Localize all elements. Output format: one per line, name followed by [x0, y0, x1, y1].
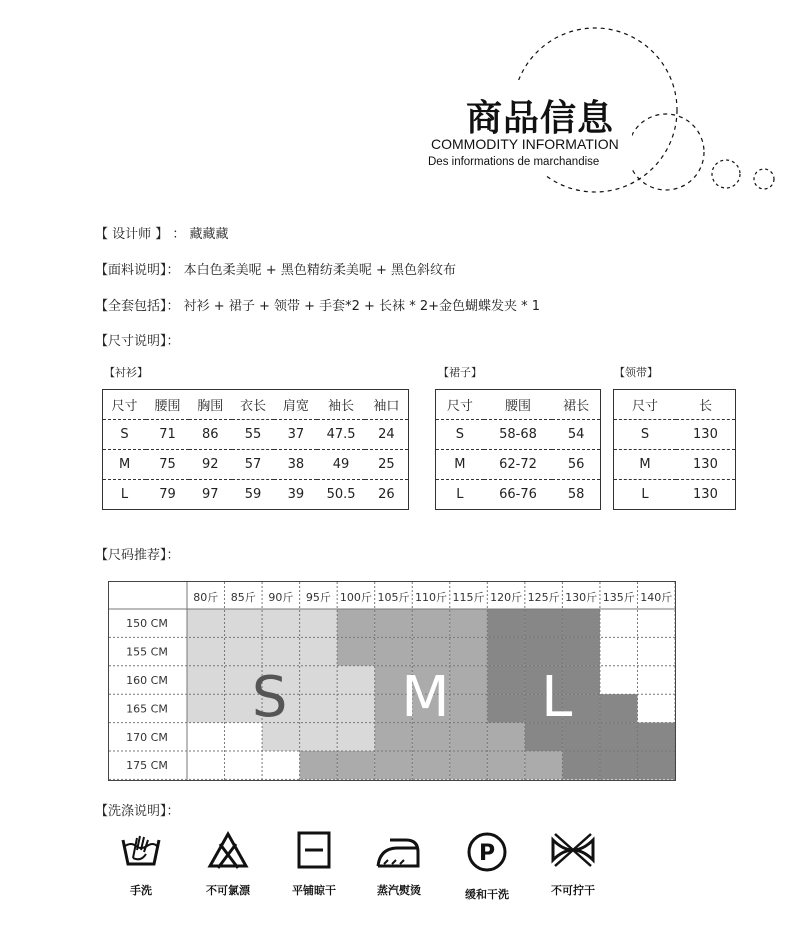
header-cell: 腰围 — [146, 390, 189, 420]
height-label: 155 CM — [126, 645, 168, 659]
table-cell: 58 — [567, 487, 585, 502]
shirt-label: 【衬衫】 — [104, 366, 148, 379]
fabric-label: 【面料说明】： — [95, 263, 180, 278]
header-cell: 袖长 — [317, 390, 365, 420]
hand-wash-icon — [119, 830, 163, 870]
table-cell: 25 — [365, 450, 409, 480]
table-cell: 79 — [159, 487, 176, 502]
care-item — [457, 830, 517, 902]
designer-line — [95, 223, 229, 242]
size-cell-s — [225, 637, 263, 665]
set-value: 衬衫 + 裙子 + 领带 + 手套*2 + 长袜 * 2+金色蝴蝶发夹 * 1 — [183, 299, 541, 314]
table-cell: 24 — [365, 420, 409, 450]
table-row — [103, 450, 409, 480]
fabric-line — [95, 259, 456, 278]
care-label: 平铺晾干 — [292, 884, 336, 897]
header-cell: 袖口 — [365, 390, 409, 420]
table-cell: 57 — [232, 450, 275, 480]
care-label: 不可氯漂 — [206, 884, 250, 897]
recommend-heading: 【尺码推荐】： — [95, 548, 180, 563]
dry-flat-icon — [292, 830, 336, 870]
weight-label: 120斤 — [490, 591, 523, 604]
size-cell-m — [337, 609, 375, 637]
size-cell-l — [487, 609, 525, 637]
size-recommendation-grid — [108, 581, 676, 781]
table-cell: 54 — [552, 420, 600, 450]
size-cell-s — [187, 666, 225, 694]
size-letter-l: L — [541, 665, 573, 730]
size-cell-s — [300, 609, 338, 637]
size-cell-m — [450, 723, 488, 751]
size-cell-s — [300, 694, 338, 722]
shirt-size-table — [102, 389, 409, 510]
care-heading: 【洗涤说明】： — [95, 804, 180, 819]
care-label: 手洗 — [130, 884, 152, 897]
size-cell-m — [450, 666, 488, 694]
header-cell: 长 — [676, 390, 736, 420]
table-cell: 59 — [244, 487, 262, 502]
size-cell-l — [600, 751, 638, 779]
size-cell-m — [450, 751, 488, 779]
size-cell-l — [487, 666, 525, 694]
care-item — [284, 830, 344, 898]
table-row — [436, 420, 601, 450]
size-cell-m — [487, 723, 525, 751]
no-bleach-icon — [206, 830, 250, 870]
tie-size-table — [613, 389, 736, 510]
table-cell: M — [103, 450, 147, 480]
table-cell: 38 — [274, 450, 317, 480]
table-cell: 66-76 — [499, 487, 537, 502]
weight-label: 115斤 — [452, 591, 485, 604]
size-cell-l — [562, 637, 600, 665]
skirt-label: 【裙子】 — [438, 366, 482, 379]
size-cell-l — [600, 694, 638, 722]
size-cell-s — [300, 637, 338, 665]
table-cell: 58-68 — [484, 420, 553, 450]
size-cell-m — [375, 751, 413, 779]
size-cell-s — [300, 723, 338, 751]
weight-label: 130斤 — [565, 591, 598, 604]
weight-label: 125斤 — [527, 591, 560, 604]
page-title-english: COMMODITY INFORMATION — [431, 136, 619, 152]
size-cell-l — [525, 637, 563, 665]
size-cell-m — [337, 637, 375, 665]
weight-label: 100斤 — [339, 591, 372, 604]
header-cell: 肩宽 — [274, 390, 317, 420]
size-cell-l — [487, 694, 525, 722]
size-cell-s — [262, 637, 300, 665]
table-row — [436, 450, 601, 480]
care-label: 蒸汽熨烫 — [377, 884, 421, 897]
table-cell: M — [614, 450, 676, 480]
table-cell: S — [614, 420, 676, 450]
size-cell-s — [300, 666, 338, 694]
size-cell-m — [525, 751, 563, 779]
height-label: 170 CM — [126, 730, 168, 744]
table-row — [436, 480, 601, 510]
table-cell: 92 — [189, 450, 232, 480]
no-wring-icon — [549, 830, 597, 870]
table-row — [103, 480, 409, 510]
header-cell: 裙长 — [552, 390, 600, 420]
tie-label: 【领带】 — [614, 366, 658, 379]
height-label: 175 CM — [126, 759, 168, 773]
table-cell: M — [436, 450, 484, 480]
table-cell: 49 — [317, 450, 365, 480]
size-cell-s — [337, 723, 375, 751]
size-letter-m: M — [401, 665, 450, 730]
table-row — [614, 420, 736, 450]
size-cell-l — [487, 637, 525, 665]
header-cell: 胸围 — [189, 390, 232, 420]
table-cell: 130 — [676, 450, 736, 480]
designer-value: 藏藏藏 — [189, 227, 229, 242]
size-grid-svg — [109, 582, 675, 780]
designer-label: 【 设计师 】 ： — [95, 227, 186, 242]
table-row — [614, 450, 736, 480]
size-cell-l — [562, 609, 600, 637]
dry-clean-p-icon — [465, 830, 509, 874]
weight-label: 140斤 — [640, 591, 673, 604]
set-label: 【全套包括】： — [95, 299, 180, 314]
size-cell-m — [412, 751, 450, 779]
size-cell-l — [525, 609, 563, 637]
size-cell-m — [375, 609, 413, 637]
table-cell: S — [103, 420, 147, 450]
care-item — [369, 830, 429, 898]
care-item — [543, 830, 603, 898]
table-cell: 26 — [378, 487, 395, 502]
size-cell-s — [337, 694, 375, 722]
page-title: 商品信息 — [466, 97, 615, 139]
height-label: 150 CM — [126, 617, 168, 631]
size-cell-s — [337, 666, 375, 694]
table-cell: L — [120, 487, 129, 502]
table-cell: 37 — [274, 420, 317, 450]
size-cell-m — [375, 637, 413, 665]
size-cell-m — [450, 637, 488, 665]
weight-label: 90斤 — [268, 591, 294, 604]
table-cell: 50.5 — [326, 487, 356, 502]
set-line — [95, 295, 540, 314]
table-cell: 71 — [146, 420, 189, 450]
size-cell-s — [187, 609, 225, 637]
size-cell-l — [600, 723, 638, 751]
size-cell-m — [300, 751, 338, 779]
size-cell-l — [637, 751, 675, 779]
weight-label: 80斤 — [193, 591, 219, 604]
size-cell-s — [187, 637, 225, 665]
table-cell: 39 — [287, 487, 305, 502]
table-row — [614, 480, 736, 510]
size-cell-m — [450, 609, 488, 637]
size-cell-m — [337, 751, 375, 779]
size-cell-l — [562, 751, 600, 779]
weight-label: 95斤 — [305, 591, 331, 604]
table-cell: 130 — [676, 420, 736, 450]
care-item — [198, 830, 258, 898]
steam-iron-icon — [374, 830, 424, 870]
fabric-value: 本白色柔美呢 + 黑色精纺柔美呢 + 黑色斜纹布 — [183, 263, 456, 278]
weight-label: 110斤 — [415, 591, 448, 604]
table-header-row — [103, 390, 409, 420]
header-cell: 尺寸 — [436, 390, 484, 420]
care-item — [111, 830, 171, 898]
table-cell: 55 — [232, 420, 275, 450]
header-cell: 腰围 — [484, 390, 553, 420]
size-letter-s: S — [251, 665, 288, 730]
size-cell-s — [262, 609, 300, 637]
table-cell: 47.5 — [317, 420, 365, 450]
weight-label: 105斤 — [377, 591, 410, 604]
table-header-row — [436, 390, 601, 420]
size-cell-s — [187, 694, 225, 722]
table-cell: 97 — [202, 487, 219, 502]
header-cell: 衣长 — [232, 390, 275, 420]
table-cell: 62-72 — [484, 450, 553, 480]
size-cell-l — [637, 723, 675, 751]
table-row — [103, 420, 409, 450]
size-cell-m — [487, 751, 525, 779]
table-cell: 56 — [552, 450, 600, 480]
weight-label: 85斤 — [230, 591, 256, 604]
care-label: 不可拧干 — [551, 884, 595, 897]
table-header-row — [614, 390, 736, 420]
table-cell: S — [436, 420, 484, 450]
table-cell: L — [641, 487, 649, 502]
height-label: 160 CM — [126, 674, 168, 687]
table-cell: 75 — [146, 450, 189, 480]
size-cell-m — [412, 609, 450, 637]
size-cell-s — [225, 609, 263, 637]
table-cell: L — [456, 487, 464, 502]
page-title-french: Des informations de marchandise — [428, 156, 600, 168]
size-heading: 【尺寸说明】： — [95, 334, 180, 349]
table-cell: 86 — [189, 420, 232, 450]
weight-label: 135斤 — [602, 591, 635, 604]
svg-text:P: P — [478, 841, 496, 866]
size-cell-m — [412, 637, 450, 665]
height-label: 165 CM — [126, 702, 168, 716]
header-cell: 尺寸 — [614, 390, 676, 420]
skirt-size-table — [435, 389, 601, 510]
size-cell-m — [450, 694, 488, 722]
header-cell: 尺寸 — [103, 390, 147, 420]
table-cell: 130 — [693, 487, 718, 502]
care-label: 缓和干洗 — [465, 888, 509, 901]
